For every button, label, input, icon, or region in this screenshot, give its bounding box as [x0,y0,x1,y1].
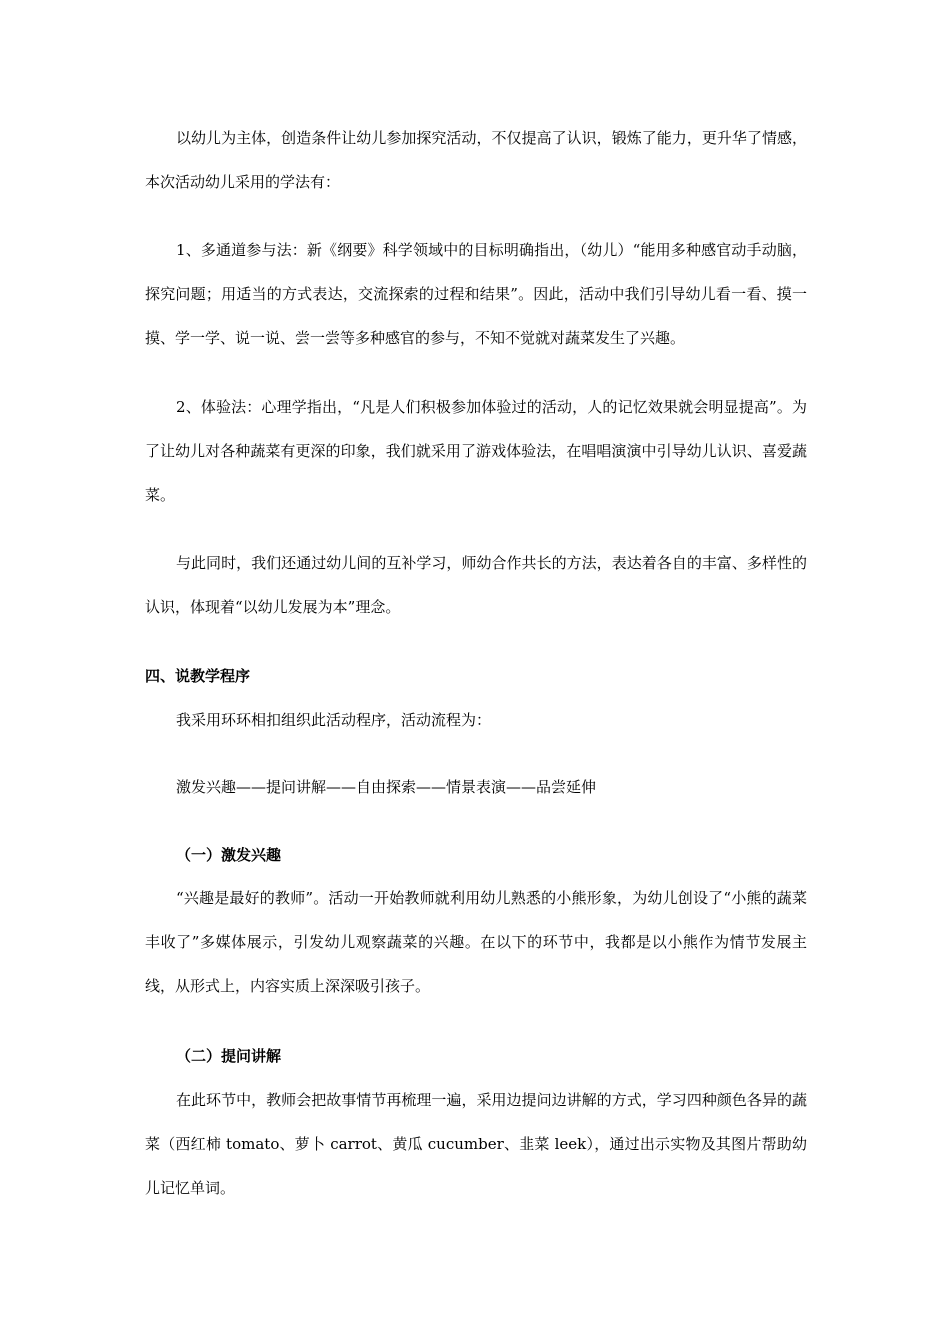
paragraph-method-2: 2、体验法：心理学指出，“凡是人们积极参加体验过的活动，人的记忆效果就会明显提高”。为了让幼儿对各种蔬菜有更深的印象，我们就采用了游戏体验法，在唱唱演演中引导幼儿认识、喜爱蔬菜。 [145,398,807,504]
section-heading-4: 四、说教学程序 [145,667,251,685]
subheading-2: （二）提问讲解 [176,1047,282,1065]
paragraph-intro: 以幼儿为主体，创造条件让幼儿参加探究活动，不仅提高了认识，锻炼了能力，更升华了情感，本次活动幼儿采用的学法有： [145,129,807,191]
subheading-1: （一）激发兴趣 [176,846,282,864]
section-4-intro: 我采用环环相扣组织此活动程序，活动流程为： [176,711,492,729]
paragraph-method-1: 1、多通道参与法：新《纲要》科学领域中的目标明确指出，（幼儿）“能用多种感官动手动脑，探究问题；用适当的方式表达，交流探索的过程和结果”。因此，活动中我们引导幼儿看一看、摸一摸、学一学、说一说、尝一尝等多种感官的参与，不知不觉就对蔬菜发生了兴趣。 [145,241,807,347]
paragraph-sub-2: 在此环节中，教师会把故事情节再梳理一遍，采用边提问边讲解的方式，学习四种颜色各异的蔬菜（西红柿 tomato、萝卜 carrot、黄瓜 cucumber、韭菜 leek），通过出示实物及其图片帮助幼儿记忆单词。 [145,1091,807,1197]
paragraph-sub-1: “兴趣是最好的教师”。活动一开始教师就利用幼儿熟悉的小熊形象，为幼儿创设了“小熊的蔬菜丰收了”多媒体展示，引发幼儿观察蔬菜的兴趣。在以下的环节中，我都是以小熊作为情节发展主线，从形式上，内容实质上深深吸引孩子。 [145,889,807,995]
paragraph-meanwhile: 与此同时，我们还通过幼儿间的互补学习，师幼合作共长的方法，表达着各自的丰富、多样性的认识，体现着“以幼儿发展为本”理念。 [145,554,807,616]
activity-flow: 激发兴趣——提问讲解——自由探索——情景表演——品尝延伸 [176,778,597,796]
